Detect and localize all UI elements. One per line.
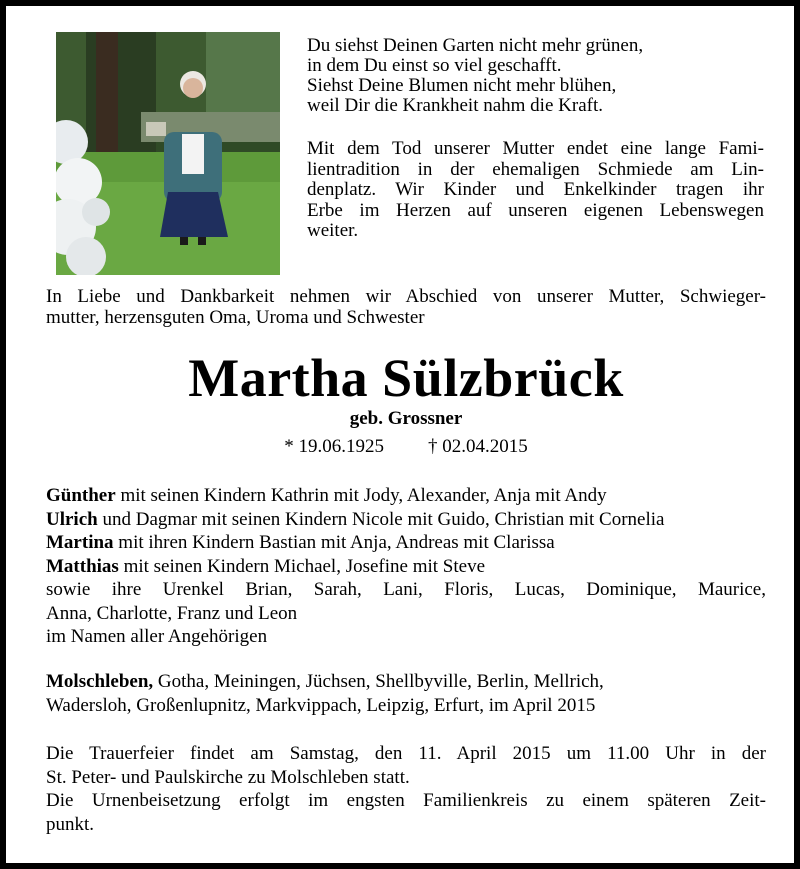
- places-line: Wadersloh, Großenlupnitz, Markvippach, Leipzig, Erfurt, im April 2015: [46, 694, 596, 716]
- funeral-line: St. Peter- und Paulskirche zu Molschleben statt.: [46, 766, 410, 788]
- tradition-line: weiter.: [307, 220, 359, 241]
- birth-date: * 19.06.1925: [284, 436, 384, 457]
- poem-line: in dem Du einst so viel geschafft.: [307, 55, 562, 76]
- relatives-line: im Namen aller Angehörigen: [46, 626, 268, 647]
- mourner-line: [46, 531, 766, 555]
- mourner-name: Matthias: [46, 555, 119, 577]
- farewell-intro: [46, 286, 766, 328]
- tradition-line: denplatz. Wir Kinder und Enkelkinder tragen ihr: [307, 179, 764, 200]
- mourners-list: [46, 484, 766, 649]
- poem-line: Du siehst Deinen Garten nicht mehr grünen,: [307, 35, 644, 56]
- mourner-name: Martina: [46, 532, 114, 553]
- funeral-line: punkt.: [46, 813, 95, 835]
- tradition-line: Mit dem Tod unserer Mutter endet eine lange Fami-: [307, 138, 764, 159]
- places-and-date: [46, 670, 766, 717]
- poem: [307, 36, 767, 116]
- great-grandchildren-line: sowie ihre Urenkel Brian, Sarah, Lani, Floris, Lucas, Dominique, Maurice,: [46, 579, 766, 600]
- mourner-line: [46, 484, 766, 508]
- deceased-name: Martha Sülzbrück: [188, 348, 624, 408]
- funeral-line: Die Trauerfeier findet am Samstag, den 11. April 2015 um 11.00 Uhr in der: [46, 743, 766, 764]
- mourner-details: mit seinen Kindern Michael, Josefine mit Steve: [118, 555, 486, 577]
- other-places: Gotha, Meiningen, Jüchsen, Shellbyville, Berlin, Mellrich,: [153, 671, 604, 692]
- mourner-line: [46, 555, 766, 579]
- main-place: Molschleben,: [46, 671, 154, 692]
- mourner-details: mit ihren Kindern Bastian mit Anja, Andreas mit Clarissa: [113, 532, 555, 553]
- portrait-photo-icon: [56, 32, 280, 275]
- mourner-line: [46, 508, 766, 532]
- mourner-name: Günther: [46, 485, 116, 506]
- death-date: † 02.04.2015: [428, 436, 528, 457]
- intro-line: mutter, herzensguten Oma, Uroma und Schwester: [46, 307, 425, 328]
- maiden-name: geb. Grossner: [349, 408, 463, 429]
- mourner-details: und Dagmar mit seinen Kindern Nicole mit Guido, Christian mit Cornelia: [97, 508, 665, 530]
- mourner-name: Ulrich: [46, 508, 98, 530]
- tradition-paragraph: [307, 139, 764, 242]
- life-dates: [6, 436, 800, 458]
- poem-line: Siehst Deine Blumen nicht mehr blühen,: [307, 75, 617, 96]
- funeral-info: [46, 742, 766, 836]
- intro-line: In Liebe und Dankbarkeit nehmen wir Abschied von unserer Mutter, Schwieger-: [46, 286, 766, 307]
- tradition-line: lientradition in der ehemaligen Schmiede am Lin-: [307, 158, 764, 180]
- funeral-line: Die Urnenbeisetzung erfolgt im engsten Familienkreis zu einem späteren Zeit-: [46, 790, 766, 811]
- great-grandchildren-line: Anna, Charlotte, Franz und Leon: [46, 602, 298, 624]
- mourner-details: mit seinen Kindern Kathrin mit Jody, Alexander, Anja mit Andy: [115, 485, 607, 506]
- places-line: [46, 670, 766, 694]
- poem-line: weil Dir die Krankheit nahm die Kraft.: [307, 95, 603, 116]
- portrait-photo: [56, 32, 280, 275]
- tradition-line: Erbe im Herzen auf unseren eigenen Lebenswegen: [307, 199, 764, 221]
